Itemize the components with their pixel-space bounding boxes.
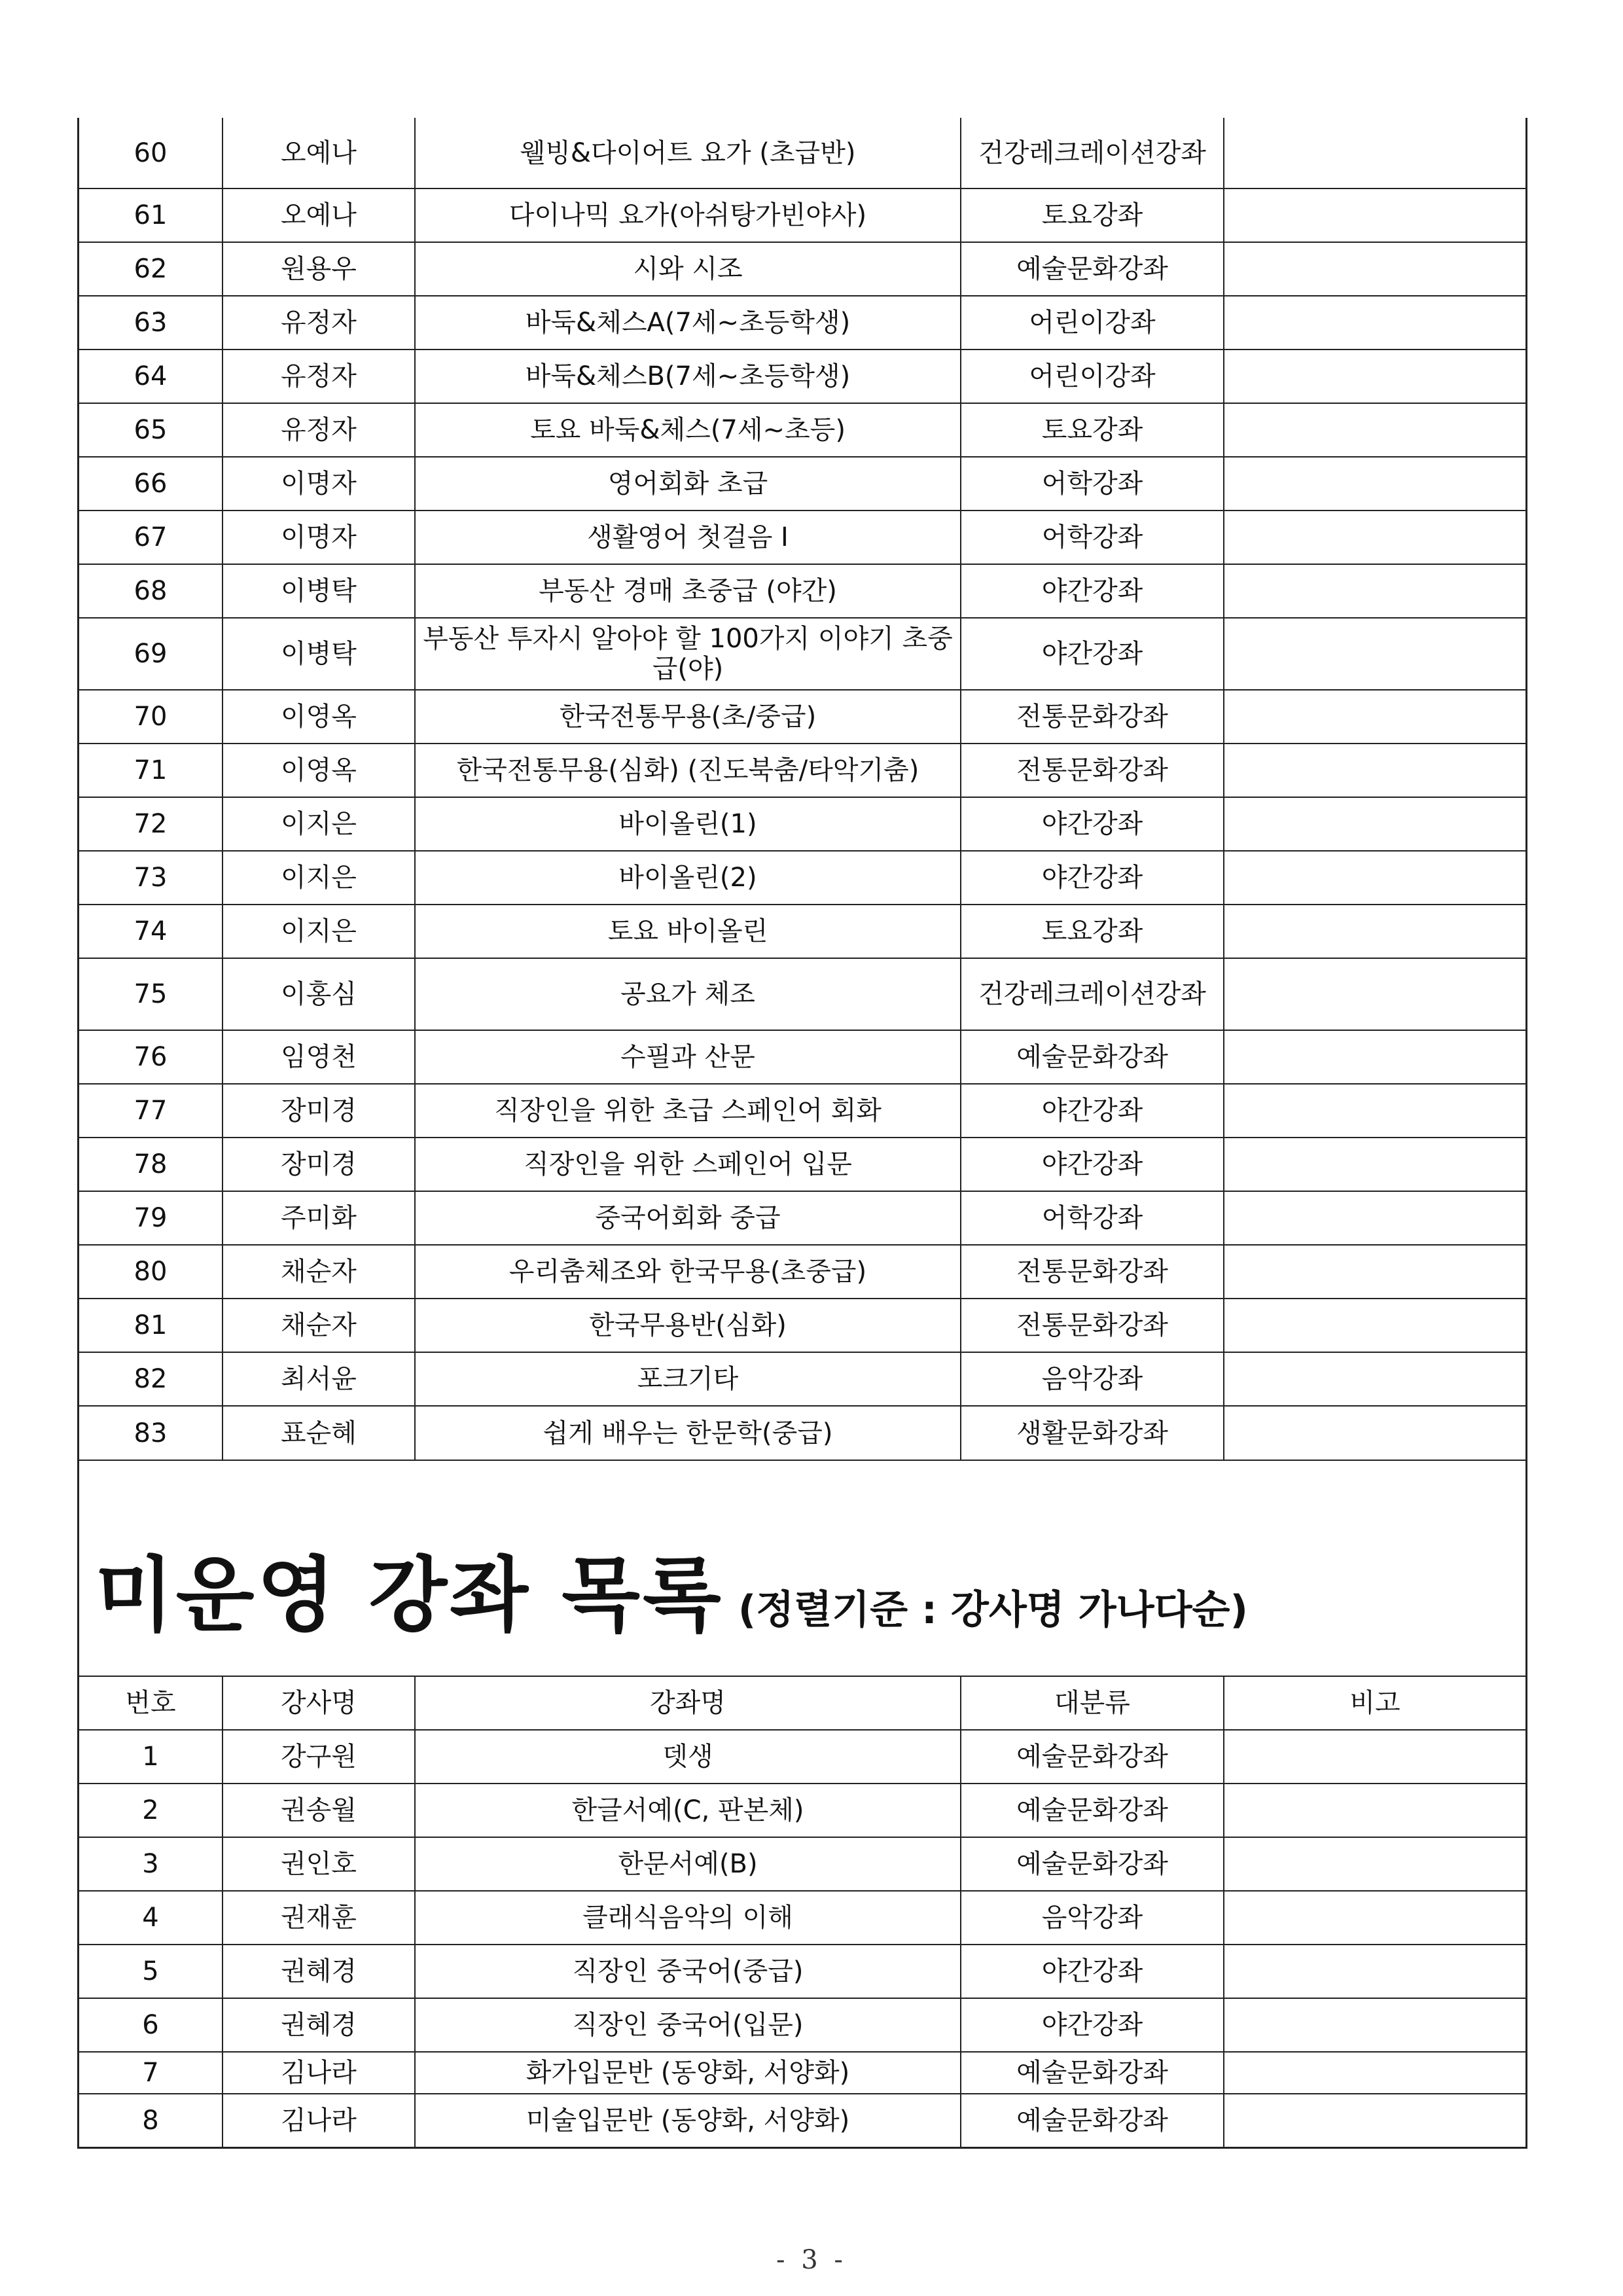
cell-course: 시와 시조 — [415, 242, 961, 296]
cell-instructor: 권혜경 — [223, 1998, 415, 2052]
cell-category: 음악강좌 — [961, 1352, 1224, 1406]
cell-no: 71 — [79, 744, 223, 797]
page-number: - 3 - — [776, 2245, 847, 2275]
cell-category: 야간강좌 — [961, 1945, 1224, 1998]
section-subtitle: (정렬기준 : 강사명 가나다순) — [738, 1587, 1248, 1633]
cell-course: 웰빙&다이어트 요가 (초급반) — [415, 118, 961, 188]
cell-instructor: 유정자 — [223, 403, 415, 457]
cell-no: 2 — [79, 1784, 223, 1837]
cell-course: 직장인 중국어(입문) — [415, 1998, 961, 2052]
cell-instructor: 표순혜 — [223, 1406, 415, 1460]
cell-instructor: 유정자 — [223, 296, 415, 350]
table-row — [79, 1299, 1525, 1352]
cell-no: 5 — [79, 1945, 223, 1998]
cell-instructor: 권재훈 — [223, 1891, 415, 1945]
cell-course: 한글서예(C, 판본체) — [415, 1784, 961, 1837]
cell-no: 73 — [79, 851, 223, 905]
cell-course: 토요 바둑&체스(7세~초등) — [415, 403, 961, 457]
cell-category: 예술문화강좌 — [961, 1784, 1224, 1837]
cell-course: 생활영어 첫걸음 I — [415, 511, 961, 564]
cell-category: 어학강좌 — [961, 1191, 1224, 1245]
cell-instructor: 임영천 — [223, 1030, 415, 1084]
table-header-row — [79, 1676, 1525, 1730]
cell-category: 전통문화강좌 — [961, 690, 1224, 744]
table-row — [79, 1891, 1525, 1945]
table-row — [79, 403, 1525, 457]
cell-note — [1224, 403, 1525, 457]
cell-instructor: 장미경 — [223, 1084, 415, 1138]
table-row — [79, 296, 1525, 350]
cell-note — [1224, 1352, 1525, 1406]
cell-no: 70 — [79, 690, 223, 744]
table-row — [79, 564, 1525, 618]
cell-category: 야간강좌 — [961, 797, 1224, 851]
cell-no: 69 — [79, 618, 223, 690]
table-row — [79, 1245, 1525, 1299]
cell-no: 65 — [79, 403, 223, 457]
table-row — [79, 1730, 1525, 1784]
cell-instructor: 장미경 — [223, 1138, 415, 1191]
table-row — [79, 1191, 1525, 1245]
cell-course: 한국전통무용(초/중급) — [415, 690, 961, 744]
cell-instructor: 최서윤 — [223, 1352, 415, 1406]
cell-note — [1224, 1998, 1525, 2052]
table-row — [79, 1406, 1525, 1460]
cell-note — [1224, 1837, 1525, 1891]
cell-instructor: 권송월 — [223, 1784, 415, 1837]
cell-category: 토요강좌 — [961, 905, 1224, 958]
cell-no: 83 — [79, 1406, 223, 1460]
cell-no: 81 — [79, 1299, 223, 1352]
cell-note — [1224, 1891, 1525, 1945]
column-header-no: 번호 — [79, 1676, 223, 1730]
course-table-continued-body — [79, 118, 1525, 1460]
cell-instructor: 유정자 — [223, 350, 415, 403]
table-row — [79, 1998, 1525, 2052]
cell-instructor: 이영옥 — [223, 744, 415, 797]
cell-no: 1 — [79, 1730, 223, 1784]
cell-instructor: 이지은 — [223, 905, 415, 958]
table-row — [79, 1784, 1525, 1837]
cell-course: 직장인을 위한 초급 스페인어 회화 — [415, 1084, 961, 1138]
cell-course: 공요가 체조 — [415, 958, 961, 1030]
cell-category: 어린이강좌 — [961, 350, 1224, 403]
cell-note — [1224, 188, 1525, 242]
column-header-note: 비고 — [1224, 1676, 1525, 1730]
cell-note — [1224, 1030, 1525, 1084]
table-row — [79, 350, 1525, 403]
cell-no: 7 — [79, 2052, 223, 2094]
cell-note — [1224, 296, 1525, 350]
table-row — [79, 457, 1525, 511]
cell-note — [1224, 690, 1525, 744]
cell-category: 전통문화강좌 — [961, 1299, 1224, 1352]
course-table-continued — [79, 118, 1525, 1460]
cell-note — [1224, 744, 1525, 797]
cell-category: 건강레크레이션강좌 — [961, 958, 1224, 1030]
cell-note — [1224, 457, 1525, 511]
unoperated-course-table-body — [79, 1730, 1525, 2147]
cell-category: 토요강좌 — [961, 188, 1224, 242]
cell-course: 클래식음악의 이해 — [415, 1891, 961, 1945]
cell-instructor: 이명자 — [223, 457, 415, 511]
cell-no: 63 — [79, 296, 223, 350]
cell-note — [1224, 1084, 1525, 1138]
cell-category: 전통문화강좌 — [961, 1245, 1224, 1299]
column-header-instructor: 강사명 — [223, 1676, 415, 1730]
cell-instructor: 이병탁 — [223, 564, 415, 618]
cell-category: 야간강좌 — [961, 851, 1224, 905]
cell-course: 중국어회화 중급 — [415, 1191, 961, 1245]
table-row — [79, 2052, 1525, 2094]
cell-instructor: 김나라 — [223, 2052, 415, 2094]
table-row — [79, 2094, 1525, 2147]
table-row — [79, 958, 1525, 1030]
cell-course: 뎃생 — [415, 1730, 961, 1784]
table-row — [79, 242, 1525, 296]
cell-note — [1224, 851, 1525, 905]
cell-instructor: 권혜경 — [223, 1945, 415, 1998]
column-header-course: 강좌명 — [415, 1676, 961, 1730]
section-heading — [95, 1530, 1248, 1647]
cell-no: 8 — [79, 2094, 223, 2147]
cell-course: 바이올린(1) — [415, 797, 961, 851]
cell-no: 67 — [79, 511, 223, 564]
cell-category: 예술문화강좌 — [961, 2052, 1224, 2094]
column-header-category: 대분류 — [961, 1676, 1224, 1730]
cell-course: 화가입문반 (동양화, 서양화) — [415, 2052, 961, 2094]
cell-instructor: 김나라 — [223, 2094, 415, 2147]
cell-note — [1224, 118, 1525, 188]
cell-course: 다이나믹 요가(아쉬탕가빈야사) — [415, 188, 961, 242]
cell-category: 야간강좌 — [961, 564, 1224, 618]
cell-no: 4 — [79, 1891, 223, 1945]
cell-category: 야간강좌 — [961, 1138, 1224, 1191]
table-row — [79, 690, 1525, 744]
cell-note — [1224, 905, 1525, 958]
cell-no: 60 — [134, 137, 168, 168]
table-row — [79, 118, 1525, 188]
cell-course: 한문서예(B) — [415, 1837, 961, 1891]
table-row — [79, 851, 1525, 905]
cell-course: 미술입문반 (동양화, 서양화) — [415, 2094, 961, 2147]
cell-course: 우리춤체조와 한국무용(초중급) — [415, 1245, 961, 1299]
cell-instructor: 이병탁 — [223, 618, 415, 690]
cell-no: 80 — [79, 1245, 223, 1299]
cell-instructor: 이홍심 — [223, 958, 415, 1030]
cell-category: 야간강좌 — [961, 1084, 1224, 1138]
cell-category: 음악강좌 — [961, 1891, 1224, 1945]
table-row — [79, 188, 1525, 242]
cell-instructor: 주미화 — [223, 1191, 415, 1245]
cell-note — [1224, 1784, 1525, 1837]
cell-instructor: 원용우 — [223, 242, 415, 296]
cell-course: 한국전통무용(심화) (진도북춤/타악기춤) — [415, 744, 961, 797]
document-sheet — [77, 118, 1527, 2149]
cell-category: 예술문화강좌 — [961, 2094, 1224, 2147]
table-row — [79, 905, 1525, 958]
unoperated-course-table — [79, 1676, 1525, 2149]
cell-note — [1224, 350, 1525, 403]
cell-instructor: 오예나 — [223, 118, 415, 188]
cell-category: 건강레크레이션강좌 — [961, 118, 1224, 188]
cell-note — [1224, 797, 1525, 851]
cell-no: 77 — [79, 1084, 223, 1138]
cell-course: 바이올린(2) — [415, 851, 961, 905]
cell-note — [1224, 618, 1525, 690]
cell-no: 82 — [79, 1352, 223, 1406]
cell-category: 예술문화강좌 — [961, 1837, 1224, 1891]
cell-no: 74 — [79, 905, 223, 958]
cell-note — [1224, 2094, 1525, 2147]
cell-note — [1224, 511, 1525, 564]
cell-course: 수필과 산문 — [415, 1030, 961, 1084]
cell-no: 68 — [79, 564, 223, 618]
cell-course: 쉽게 배우는 한문학(중급) — [415, 1406, 961, 1460]
table-row — [79, 1138, 1525, 1191]
cell-instructor: 권인호 — [223, 1837, 415, 1891]
cell-instructor: 이영옥 — [223, 690, 415, 744]
cell-category: 야간강좌 — [961, 1998, 1224, 2052]
cell-note — [1224, 1299, 1525, 1352]
cell-category: 토요강좌 — [961, 403, 1224, 457]
cell-course: 부동산 투자시 알아야 할 100가지 이야기 초중급(야) — [415, 618, 961, 690]
table-row — [79, 1084, 1525, 1138]
cell-note — [1224, 1406, 1525, 1460]
cell-no: 76 — [79, 1030, 223, 1084]
cell-course: 토요 바이올린 — [415, 905, 961, 958]
cell-note — [1224, 1138, 1525, 1191]
cell-category: 예술문화강좌 — [961, 1730, 1224, 1784]
cell-category: 생활문화강좌 — [961, 1406, 1224, 1460]
cell-note — [1224, 1191, 1525, 1245]
cell-no: 66 — [79, 457, 223, 511]
cell-course: 직장인을 위한 스페인어 입문 — [415, 1138, 961, 1191]
section-title: 미운영 강좌 목록 — [95, 1549, 724, 1643]
table-row — [79, 511, 1525, 564]
cell-category: 전통문화강좌 — [961, 744, 1224, 797]
cell-instructor: 채순자 — [223, 1245, 415, 1299]
table-row — [79, 1945, 1525, 1998]
cell-no: 79 — [79, 1191, 223, 1245]
cell-no: 62 — [79, 242, 223, 296]
table-row — [79, 1030, 1525, 1084]
table-row — [79, 618, 1525, 690]
cell-instructor: 채순자 — [223, 1299, 415, 1352]
cell-course: 직장인 중국어(중급) — [415, 1945, 961, 1998]
cell-no: 6 — [79, 1998, 223, 2052]
cell-no: 78 — [79, 1138, 223, 1191]
cell-note — [1224, 1945, 1525, 1998]
cell-instructor: 강구원 — [223, 1730, 415, 1784]
cell-course: 바둑&체스A(7세~초등학생) — [415, 296, 961, 350]
cell-no: 61 — [79, 188, 223, 242]
cell-category: 예술문화강좌 — [961, 242, 1224, 296]
table-row — [79, 1837, 1525, 1891]
cell-category: 야간강좌 — [961, 618, 1224, 690]
cell-no: 3 — [79, 1837, 223, 1891]
cell-course: 부동산 경매 초중급 (야간) — [415, 564, 961, 618]
section-heading-block — [79, 1460, 1525, 1676]
cell-category: 예술문화강좌 — [961, 1030, 1224, 1084]
cell-category: 어린이강좌 — [961, 296, 1224, 350]
cell-note — [1224, 564, 1525, 618]
cell-course: 한국무용반(심화) — [415, 1299, 961, 1352]
cell-instructor: 이명자 — [223, 511, 415, 564]
cell-note — [1224, 1730, 1525, 1784]
cell-category: 어학강좌 — [961, 511, 1224, 564]
table-row — [79, 797, 1525, 851]
table-row — [79, 744, 1525, 797]
cell-no: 64 — [79, 350, 223, 403]
cell-note — [1224, 958, 1525, 1030]
cell-instructor: 이지은 — [223, 851, 415, 905]
cell-category: 어학강좌 — [961, 457, 1224, 511]
cell-instructor: 이지은 — [223, 797, 415, 851]
cell-no: 75 — [79, 958, 223, 1030]
cell-no: 72 — [79, 797, 223, 851]
cell-course: 포크기타 — [415, 1352, 961, 1406]
cell-instructor: 오예나 — [223, 188, 415, 242]
cell-note — [1224, 2052, 1525, 2094]
cell-course: 바둑&체스B(7세~초등학생) — [415, 350, 961, 403]
table-row — [79, 1352, 1525, 1406]
cell-note — [1224, 1245, 1525, 1299]
cell-course: 영어회화 초급 — [415, 457, 961, 511]
cell-note — [1224, 242, 1525, 296]
